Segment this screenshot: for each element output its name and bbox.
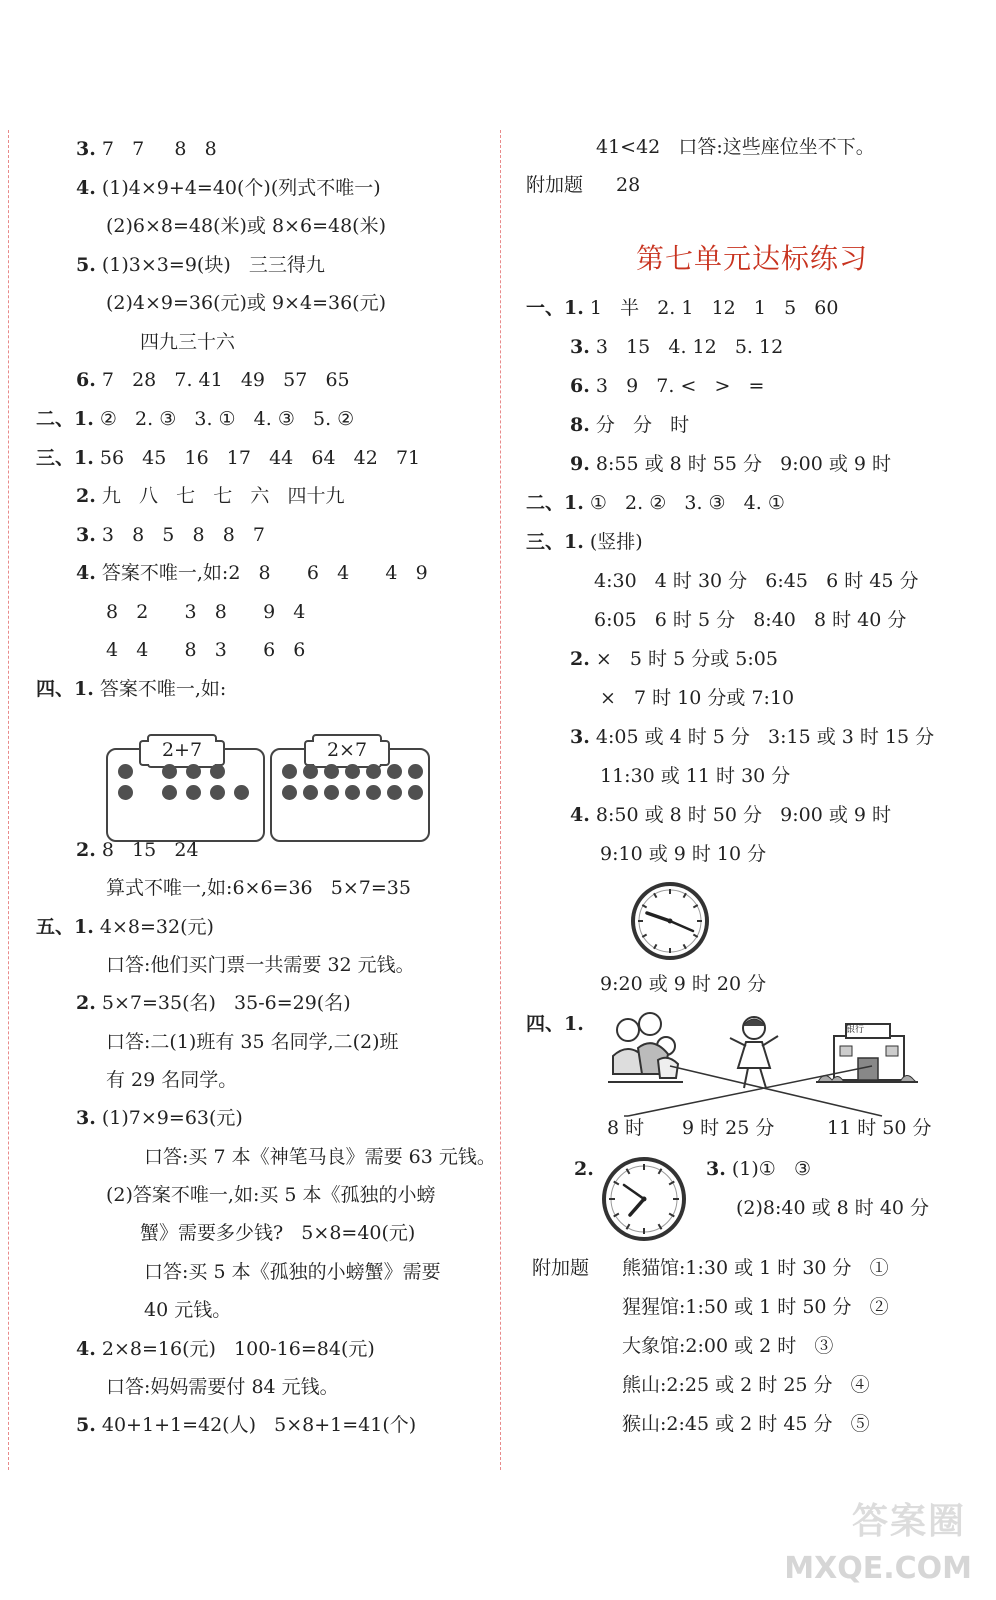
answer-line: 4. 2×8=16(元) 100-16=84(元): [76, 1338, 375, 1360]
answer-line: (2)答案不唯一,如:买 5 本《孤独的小螃: [106, 1184, 436, 1206]
watermark-logo: 答案圈: [851, 1501, 966, 1542]
answer-line: 4. (1)4×9+4=40(个)(列式不唯一): [76, 177, 381, 199]
answer-line: 有 29 名同学。: [106, 1069, 238, 1091]
answer-line: 口答:他们买门票一共需要 32 元钱。: [106, 954, 415, 976]
answer-line: 四、1.: [526, 1013, 584, 1035]
bonus-label: 附加题: [526, 174, 584, 196]
answer-line: 3. 3 15 4. 12 5. 12: [570, 336, 784, 358]
section-title: 第七单元达标练习: [636, 242, 869, 275]
answer-line: 二、1. ② 2. ③ 3. ① 4. ③ 5. ②: [36, 408, 355, 430]
answer-line: 4:30 4 时 30 分 6:45 6 时 45 分: [594, 570, 919, 592]
answer-line: 蟹》需要多少钱? 5×8=40(元): [140, 1222, 416, 1244]
counting-dot: [366, 764, 381, 779]
answer-line: 熊猫馆:1:30 或 1 时 30 分 ①: [622, 1257, 889, 1279]
answer-line: 9:10 或 9 时 10 分: [600, 843, 767, 865]
answer-line: 9:20 或 9 时 20 分: [600, 973, 767, 995]
answer-line: 2. 5×7=35(名) 35-6=29(名): [76, 992, 351, 1014]
counting-dot: [162, 785, 177, 800]
time-label: 11 时 50 分: [827, 1117, 932, 1139]
answer-line: 3. (1)① ③: [706, 1158, 811, 1180]
counting-dot: [282, 764, 297, 779]
bonus-label: 附加题: [532, 1257, 590, 1279]
column-divider: [500, 130, 501, 1470]
answer-line: 8. 分 分 时: [570, 414, 690, 436]
counting-dot: [408, 785, 423, 800]
counting-dot: [210, 764, 225, 779]
expression-scroll-right: 2×7: [312, 734, 382, 768]
answer-line: 3. 4:05 或 4 时 5 分 3:15 或 3 时 15 分: [570, 726, 935, 748]
clock-icon: [600, 1155, 688, 1243]
answer-line: 猩猩馆:1:50 或 1 时 50 分 ②: [622, 1296, 889, 1318]
answer-line: 四、1. 答案不唯一,如:: [36, 678, 227, 700]
answer-line: 2. 8 15 24: [76, 839, 199, 861]
answer-line: 2. 九 八 七 七 六 四十九: [76, 485, 345, 507]
counting-dot: [303, 764, 318, 779]
counting-dot: [186, 764, 201, 779]
counting-dot: [345, 785, 360, 800]
answer-line: 8 2 3 8 9 4: [106, 601, 306, 623]
answer-line: 11:30 或 11 时 30 分: [600, 765, 791, 787]
counting-dot: [210, 785, 225, 800]
answer-line: 2.: [574, 1158, 594, 1180]
answer-line: 大象馆:2:00 或 2 时 ③: [622, 1335, 834, 1357]
answer-line: 4. 答案不唯一,如:2 8 6 4 4 9: [76, 562, 428, 584]
counting-dot: [387, 764, 402, 779]
counting-dot: [234, 785, 249, 800]
counting-dot: [303, 785, 318, 800]
answer-line: 5. 40+1+1=42(人) 5×8+1=41(个): [76, 1414, 417, 1436]
expression-scroll-left: 2+7: [147, 734, 217, 768]
answer-line: 熊山:2:25 或 2 时 25 分 ④: [622, 1374, 870, 1396]
answer-line: 三、1. (竖排): [526, 531, 643, 553]
answer-line: 口答:妈妈需要付 84 元钱。: [106, 1376, 339, 1398]
answer-line: (2)6×8=48(米)或 8×6=48(米): [106, 215, 386, 237]
counting-dot: [324, 785, 339, 800]
counting-dot: [366, 785, 381, 800]
answer-line: 9. 8:55 或 8 时 55 分 9:00 或 9 时: [570, 453, 892, 475]
answer-line: 算式不唯一,如:6×6=36 5×7=35: [106, 877, 411, 899]
answer-line: 4. 8:50 或 8 时 50 分 9:00 或 9 时: [570, 804, 892, 826]
answer-line: 二、1. ① 2. ② 3. ③ 4. ①: [526, 492, 785, 514]
counting-dot: [324, 764, 339, 779]
answer-line: 6. 3 9 7. < > =: [570, 375, 765, 397]
watermark-url: MXQE.COM: [784, 1551, 972, 1586]
answer-line: 2. × 5 时 5 分或 5:05: [570, 648, 778, 670]
answer-line: × 7 时 10 分或 7:10: [600, 687, 795, 709]
answer-line: 口答:买 5 本《孤独的小螃蟹》需要: [144, 1261, 441, 1283]
answer-line: 一、1. 1 半 2. 1 12 1 5 60: [526, 297, 839, 319]
counting-dot: [387, 785, 402, 800]
bank-sign: 银行: [846, 1025, 865, 1035]
answer-line: (2)4×9=36(元)或 9×4=36(元): [106, 292, 386, 314]
answer-line: 口答:二(1)班有 35 名同学,二(2)班: [106, 1031, 399, 1053]
left-margin-rule: [8, 130, 9, 1470]
answer-line: (2)8:40 或 8 时 40 分: [736, 1197, 930, 1219]
answer-line: 3. (1)7×9=63(元): [76, 1107, 243, 1129]
clock-icon: [629, 880, 711, 962]
counting-dot: [408, 764, 423, 779]
answer-line: 3. 3 8 5 8 8 7: [76, 524, 266, 546]
counting-dot: [186, 785, 201, 800]
counting-dot: [162, 764, 177, 779]
answer-line: 3. 7 7 8 8: [76, 138, 217, 160]
answer-line: 三、1. 56 45 16 17 44 64 42 71: [36, 447, 421, 469]
counting-dot: [118, 785, 133, 800]
answer-line: 口答:买 7 本《神笔马良》需要 63 元钱。: [144, 1146, 496, 1168]
counting-dot: [345, 764, 360, 779]
answer-line: 五、1. 4×8=32(元): [36, 916, 214, 938]
bonus-answer: 28: [616, 174, 641, 196]
answer-line: 猴山:2:45 或 2 时 45 分 ⑤: [622, 1413, 870, 1435]
time-label: 9 时 25 分: [682, 1117, 775, 1139]
answer-line: 4 4 8 3 6 6: [106, 639, 306, 661]
answer-line: 6:05 6 时 5 分 8:40 8 时 40 分: [594, 609, 907, 631]
counting-dot: [282, 785, 297, 800]
answer-line: 6. 7 28 7. 41 49 57 65: [76, 369, 350, 391]
answer-line: 40 元钱。: [144, 1299, 232, 1321]
answer-line: 5. (1)3×3=9(块) 三三得九: [76, 254, 325, 276]
matching-lines: [600, 1060, 930, 1120]
counting-dot: [118, 764, 133, 779]
answer-line: 四九三十六: [140, 331, 236, 353]
answer-line: 41<42 口答:这些座位坐不下。: [596, 136, 875, 158]
time-label: 8 时: [607, 1117, 645, 1139]
